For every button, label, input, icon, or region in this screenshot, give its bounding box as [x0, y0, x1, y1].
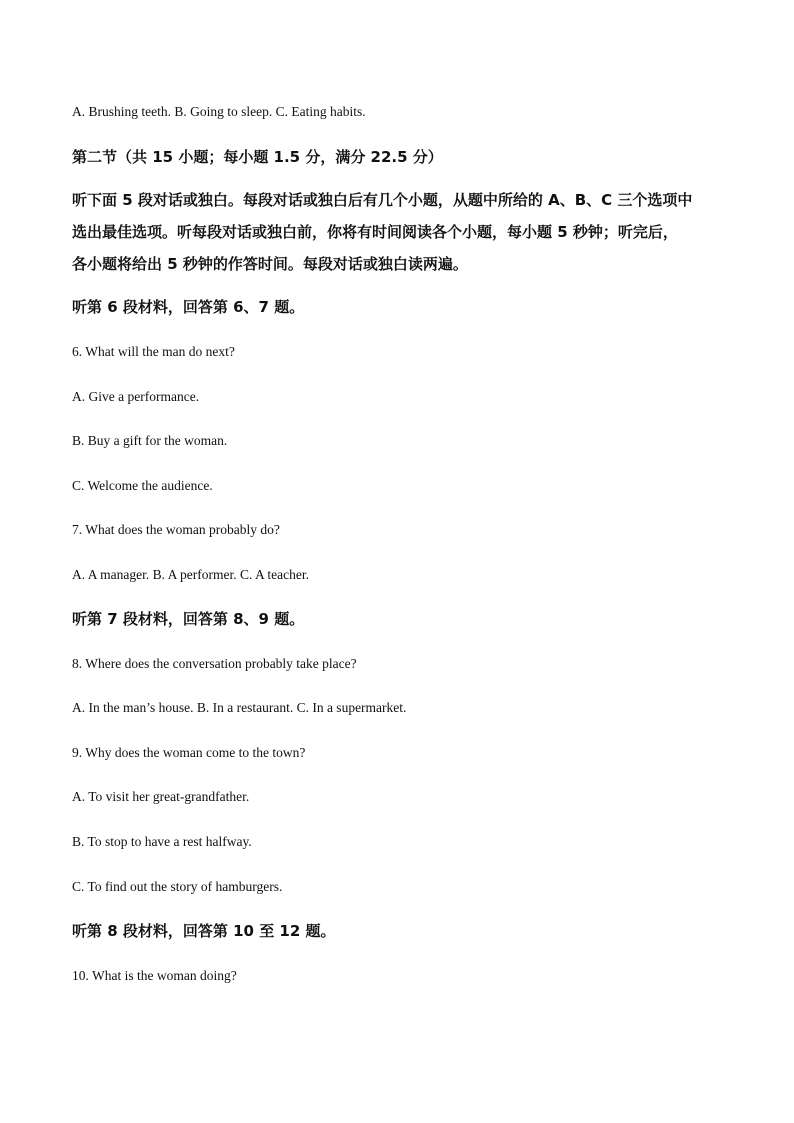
question-9: 9. Why does the woman come to the town?	[72, 745, 306, 760]
question-8: 8. Where does the conversation probably take place?	[72, 656, 357, 671]
instructions-line-3: 各小题将给出 5 秒钟的作答时间。每段对话或独白读两遍。	[72, 255, 468, 273]
q5-options: A. Brushing teeth. B. Going to sleep. C. Eating habits.	[72, 104, 366, 119]
question-6: 6. What will the man do next?	[72, 344, 235, 359]
instructions-line-2: 选出最佳选项。听每段对话或独白前，你将有时间阅读各个小题，每小题 5 秒钟；听完后，	[72, 223, 678, 241]
question-9-option-c: C. To find out the story of hamburgers.	[72, 879, 283, 894]
question-6-option-b: B. Buy a gift for the woman.	[72, 433, 228, 448]
section-2-title: 第二节（共 15 小题；每小题 1.5 分，满分 22.5 分）	[72, 148, 443, 166]
material-6-heading: 听第 6 段材料，回答第 6、7 题。	[72, 298, 305, 316]
material-7-heading: 听第 7 段材料，回答第 8、9 题。	[72, 610, 305, 628]
question-6-option-c: C. Welcome the audience.	[72, 478, 213, 493]
question-6-option-a: A. Give a performance.	[72, 389, 200, 404]
instructions-line-1: 听下面 5 段对话或独白。每段对话或独白后有几个小题，从题中所给的 A、B、C 三个选项中	[72, 191, 693, 209]
question-7-options: A. A manager. B. A performer. C. A teacher.	[72, 567, 309, 582]
question-9-option-a: A. To visit her great-grandfather.	[72, 789, 250, 804]
section-2-instructions	[72, 184, 732, 280]
question-10: 10. What is the woman doing?	[72, 968, 237, 983]
question-7: 7. What does the woman probably do?	[72, 522, 280, 537]
material-8-heading: 听第 8 段材料，回答第 10 至 12 题。	[72, 922, 336, 940]
question-9-option-b: B. To stop to have a rest halfway.	[72, 834, 252, 849]
question-8-options: A. In the man’s house. B. In a restaurant. C. In a supermarket.	[72, 700, 407, 715]
